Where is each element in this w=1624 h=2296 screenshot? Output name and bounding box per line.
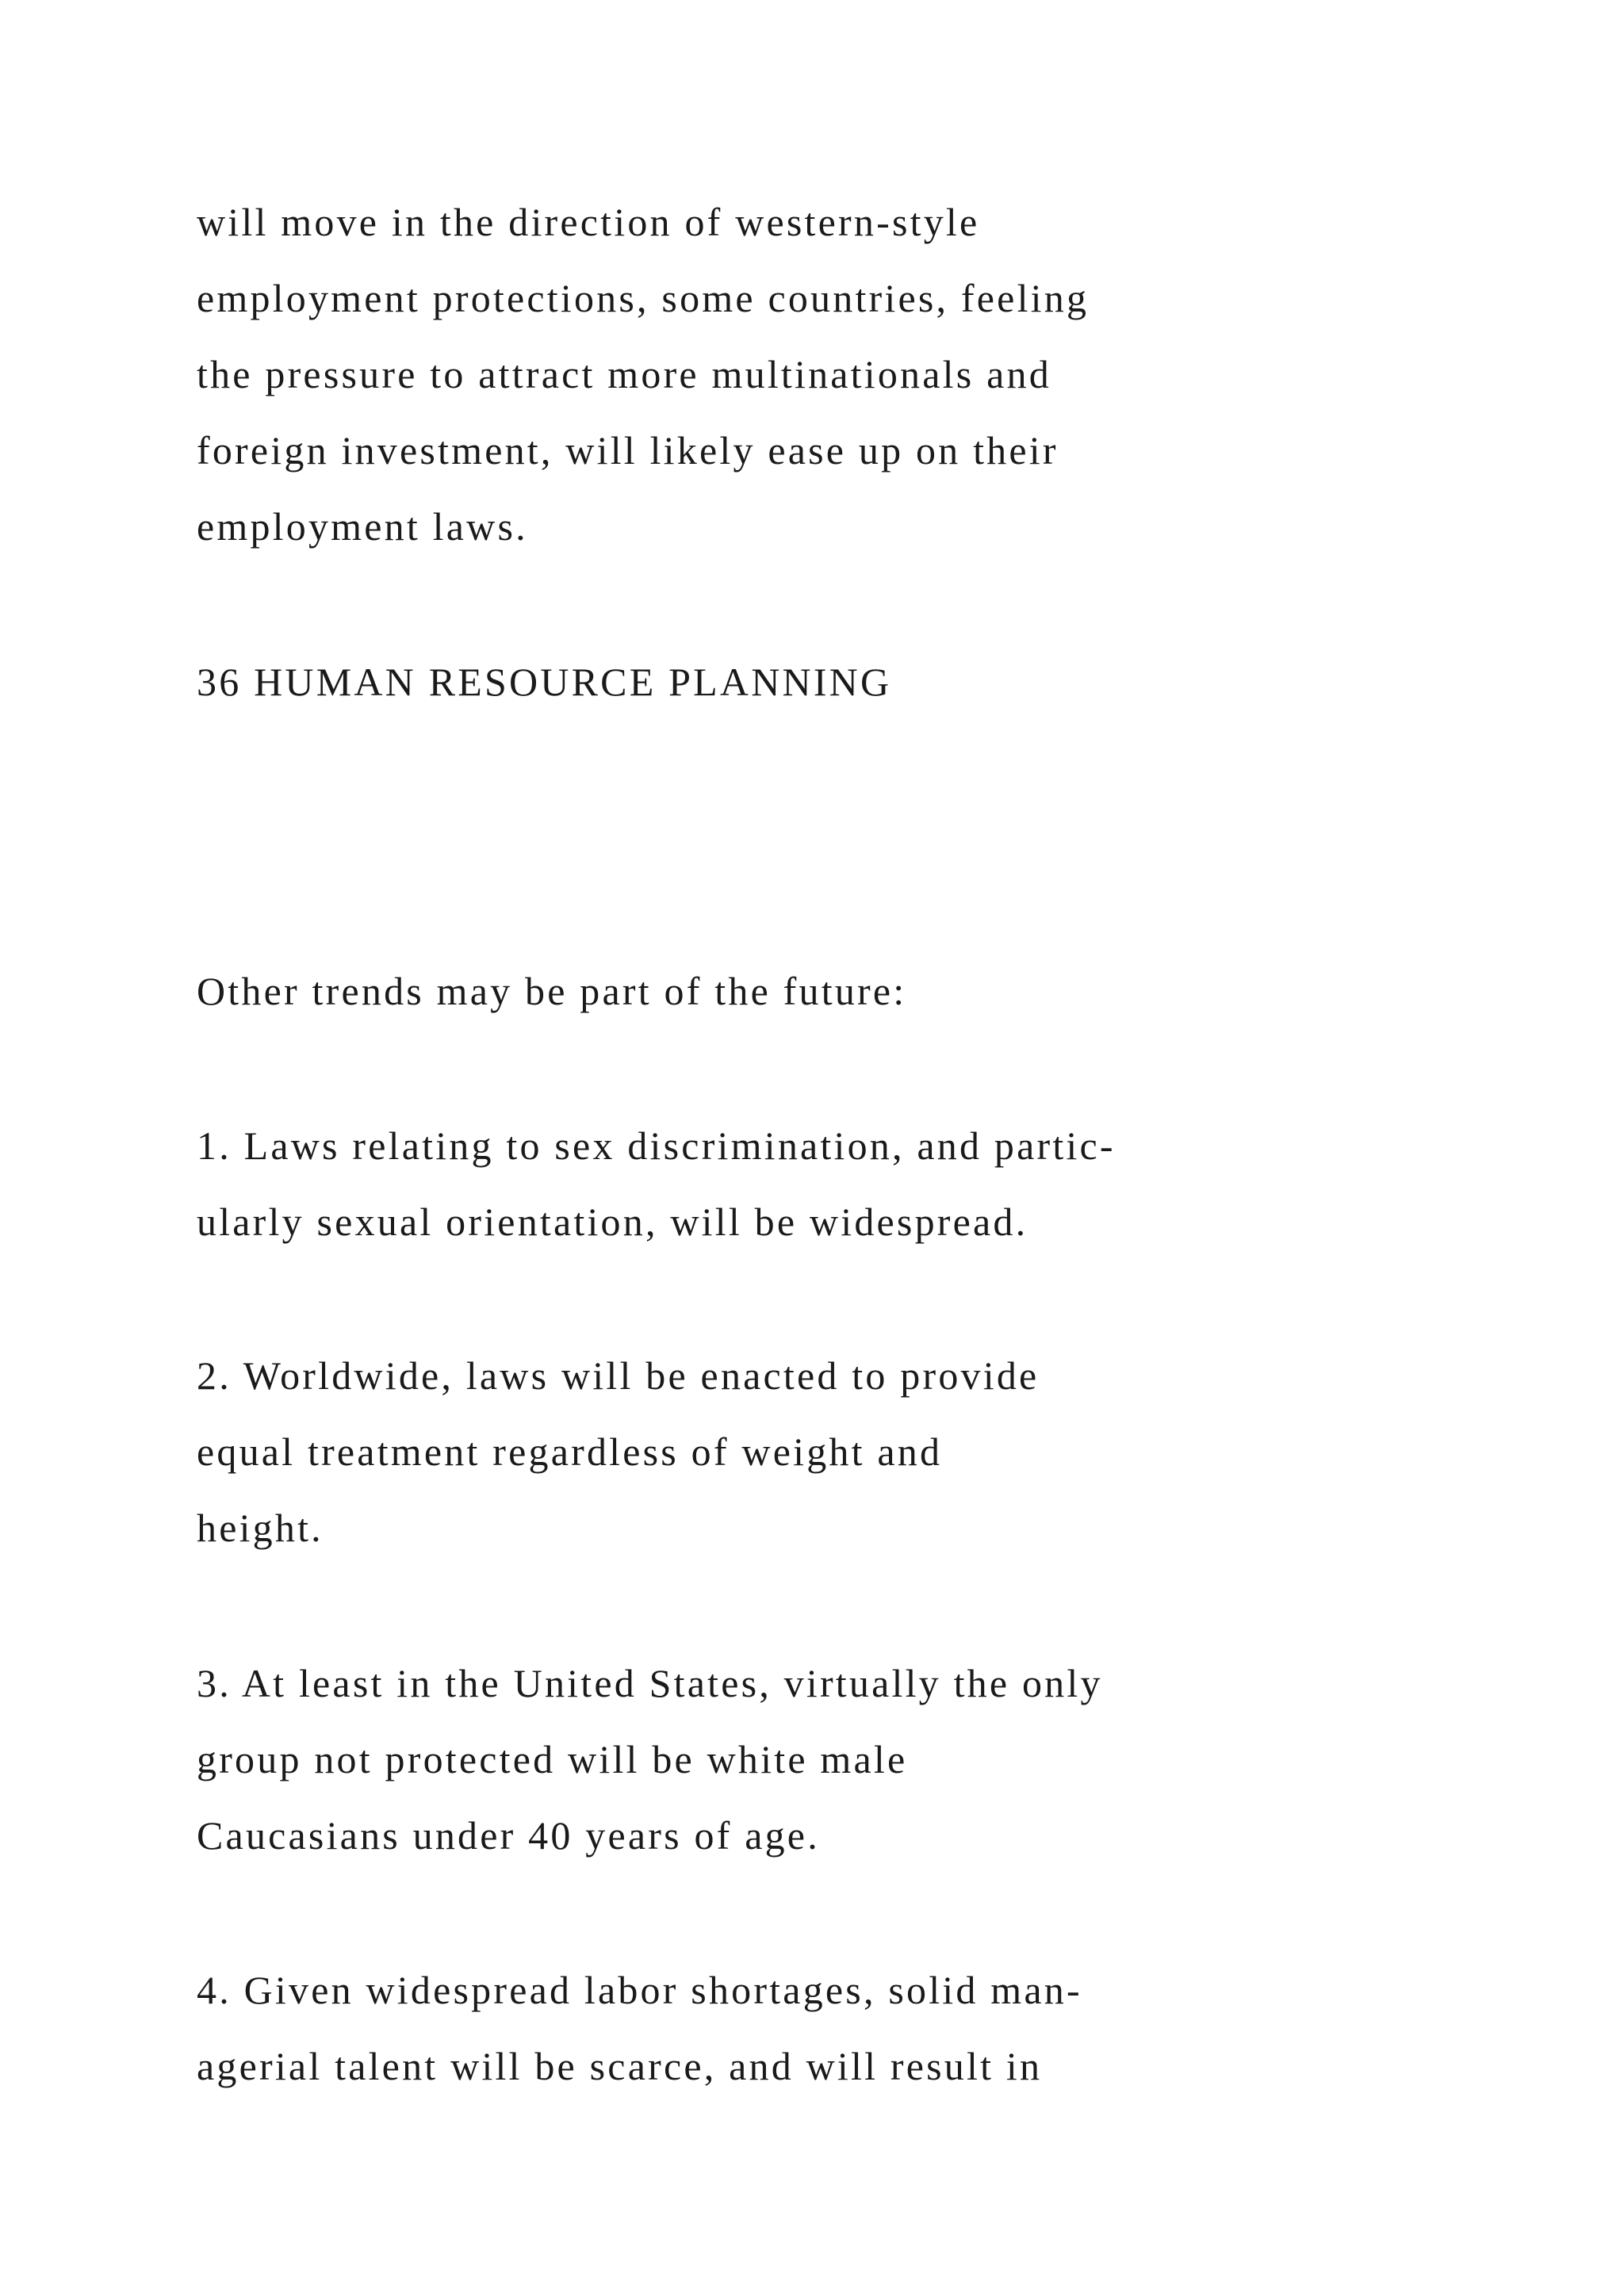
text-line: the pressure to attract more multinationals and (197, 352, 1051, 396)
text-line: 4. Given widespread labor shortages, solid man- (197, 1968, 1082, 2012)
text-line: 3. At least in the United States, virtually the only (197, 1661, 1103, 1705)
text-line: ularly sexual orientation, will be widespread. (197, 1200, 1028, 1244)
text-line: 2. Worldwide, laws will be enacted to provide (197, 1353, 1040, 1398)
text-line: Caucasians under 40 years of age. (197, 1813, 820, 1858)
text-line: group not protected will be white male (197, 1737, 908, 1781)
running-header: 36 HUMAN RESOURCE PLANNING (197, 660, 892, 704)
text-line: agerial talent will be scarce, and will result in (197, 2044, 1043, 2088)
text-line: height. (197, 1506, 324, 1550)
text-line: foreign investment, will likely ease up on their (197, 428, 1059, 473)
text-line: 1. Laws relating to sex discrimination, and partic- (197, 1123, 1116, 1168)
text-line: employment laws. (197, 504, 528, 549)
text-line: will move in the direction of western-style (197, 200, 980, 244)
text-line: equal treatment regardless of weight and (197, 1429, 943, 1474)
section-intro: Other trends may be part of the future: (197, 969, 907, 1013)
text-line: employment protections, some countries, feeling (197, 276, 1090, 320)
